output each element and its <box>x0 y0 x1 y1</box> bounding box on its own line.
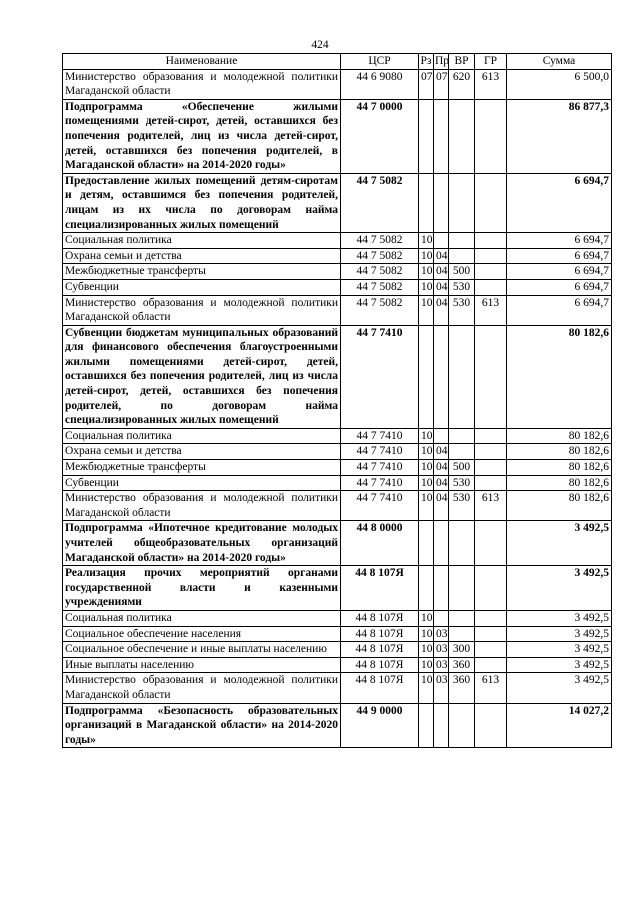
cell-csr: 44 7 5082 <box>341 233 419 249</box>
cell-gr <box>475 428 507 444</box>
table-row <box>63 248 612 264</box>
budget-table <box>62 53 612 748</box>
cell-sum: 6 694,7 <box>507 295 612 325</box>
cell-vr: 500 <box>449 264 475 280</box>
page-number: 424 <box>311 39 329 51</box>
cell-csr: 44 7 5082 <box>341 279 419 295</box>
cell-sum: 80 182,6 <box>507 444 612 460</box>
cell-sum: 80 182,6 <box>507 475 612 491</box>
cell-gr <box>475 642 507 658</box>
cell-gr <box>475 248 507 264</box>
cell-pr: 04 <box>434 491 449 521</box>
table-row <box>63 475 612 491</box>
cell-gr: 613 <box>475 295 507 325</box>
cell-pr: 03 <box>434 642 449 658</box>
table-row <box>63 566 612 611</box>
cell-csr: 44 9 0000 <box>341 703 419 748</box>
cell-csr: 44 7 5082 <box>341 295 419 325</box>
table-row <box>63 99 612 173</box>
cell-sum: 3 492,5 <box>507 626 612 642</box>
table-row <box>63 673 612 703</box>
cell-gr <box>475 460 507 476</box>
cell-gr <box>475 657 507 673</box>
cell-csr: 44 8 107Я <box>341 610 419 626</box>
table-row <box>63 264 612 280</box>
cell-pr: 03 <box>434 673 449 703</box>
cell-rz <box>419 325 434 428</box>
table-row <box>63 521 612 566</box>
cell-pr: 04 <box>434 444 449 460</box>
cell-name: Подпрограмма «Ипотечное кредитование молодых учителей общеобразовательных организаций Магаданской области» на 2014-2020 годы» <box>63 521 341 566</box>
cell-csr: 44 6 9080 <box>341 69 419 99</box>
cell-rz: 10 <box>419 475 434 491</box>
cell-rz: 07 <box>419 69 434 99</box>
cell-csr: 44 7 5082 <box>341 248 419 264</box>
cell-pr: 04 <box>434 279 449 295</box>
cell-sum: 3 492,5 <box>507 610 612 626</box>
cell-name: Субвенции <box>63 279 341 295</box>
cell-sum: 3 492,5 <box>507 673 612 703</box>
cell-pr <box>434 703 449 748</box>
cell-name: Социальное обеспечение и иные выплаты населению <box>63 642 341 658</box>
cell-csr: 44 7 0000 <box>341 99 419 173</box>
cell-gr <box>475 279 507 295</box>
cell-gr <box>475 264 507 280</box>
cell-sum: 3 492,5 <box>507 521 612 566</box>
cell-pr: 04 <box>434 248 449 264</box>
cell-rz: 10 <box>419 233 434 249</box>
cell-name: Подпрограмма «Безопасность образовательных организаций в Магаданской области» на 2014-2020 годы» <box>63 703 341 748</box>
cell-csr: 44 7 5082 <box>341 264 419 280</box>
cell-name: Иные выплаты населению <box>63 657 341 673</box>
cell-pr <box>434 173 449 232</box>
cell-gr <box>475 325 507 428</box>
cell-sum: 6 694,7 <box>507 233 612 249</box>
column-header-rz: Рз <box>419 54 434 70</box>
table-row <box>63 444 612 460</box>
cell-csr: 44 7 7410 <box>341 444 419 460</box>
cell-pr <box>434 566 449 611</box>
table-row <box>63 295 612 325</box>
cell-sum: 6 500,0 <box>507 69 612 99</box>
cell-name: Межбюджетные трансферты <box>63 460 341 476</box>
cell-csr: 44 7 7410 <box>341 491 419 521</box>
cell-vr <box>449 521 475 566</box>
cell-sum: 3 492,5 <box>507 566 612 611</box>
cell-name: Министерство образования и молодежной политики Магаданской области <box>63 673 341 703</box>
cell-name: Охрана семьи и детства <box>63 248 341 264</box>
cell-rz: 10 <box>419 460 434 476</box>
cell-rz: 10 <box>419 642 434 658</box>
table-header <box>63 54 612 70</box>
cell-csr: 44 7 7410 <box>341 475 419 491</box>
cell-pr: 04 <box>434 264 449 280</box>
table-row <box>63 642 612 658</box>
cell-rz: 10 <box>419 626 434 642</box>
cell-csr: 44 8 107Я <box>341 642 419 658</box>
column-header-vr: ВР <box>449 54 475 70</box>
cell-vr <box>449 428 475 444</box>
cell-name: Предоставление жилых помещений детям-сиротам и детям, оставшимся без попечения родителей, лицам из их числа по договорам найма специализированных жилых помещений <box>63 173 341 232</box>
cell-rz: 10 <box>419 673 434 703</box>
table-row <box>63 428 612 444</box>
cell-gr <box>475 233 507 249</box>
column-header-pr: Пр <box>434 54 449 70</box>
cell-gr: 613 <box>475 491 507 521</box>
cell-name: Подпрограмма «Обеспечение жилыми помещениями детей-сирот, детей, оставшихся без попечения родителей, лиц из числа детей-сирот, детей, оставшихся без попечения родителей, в Магаданской области» на 2014-2020 годы» <box>63 99 341 173</box>
cell-rz: 10 <box>419 295 434 325</box>
cell-name: Социальная политика <box>63 233 341 249</box>
cell-pr <box>434 610 449 626</box>
cell-gr: 613 <box>475 69 507 99</box>
table-row <box>63 626 612 642</box>
cell-vr: 530 <box>449 491 475 521</box>
cell-pr: 03 <box>434 657 449 673</box>
cell-sum: 80 182,6 <box>507 428 612 444</box>
cell-name: Министерство образования и молодежной политики Магаданской области <box>63 491 341 521</box>
cell-sum: 14 027,2 <box>507 703 612 748</box>
table-row <box>63 279 612 295</box>
cell-sum: 6 694,7 <box>507 279 612 295</box>
table-row <box>63 69 612 99</box>
cell-vr: 500 <box>449 460 475 476</box>
cell-vr <box>449 444 475 460</box>
cell-pr: 04 <box>434 295 449 325</box>
cell-rz <box>419 703 434 748</box>
cell-csr: 44 7 7410 <box>341 428 419 444</box>
cell-sum: 80 182,6 <box>507 491 612 521</box>
cell-csr: 44 8 107Я <box>341 673 419 703</box>
cell-gr <box>475 626 507 642</box>
cell-gr: 613 <box>475 673 507 703</box>
cell-name: Социальная политика <box>63 428 341 444</box>
cell-name: Субвенции бюджетам муниципальных образований для финансового обеспечения благоустроенными жилыми помещениями детей-сирот, детей, оставшихся без попечения родителей, лиц из числа детей-сирот, детей, оставшихся без попечения родителей, по договорам найма специализированных жилых помещений <box>63 325 341 428</box>
cell-sum: 3 492,5 <box>507 657 612 673</box>
cell-vr <box>449 703 475 748</box>
cell-vr: 530 <box>449 295 475 325</box>
cell-rz: 10 <box>419 610 434 626</box>
column-header-sum: Сумма <box>507 54 612 70</box>
cell-pr: 07 <box>434 69 449 99</box>
cell-name: Министерство образования и молодежной политики Магаданской области <box>63 69 341 99</box>
cell-rz: 10 <box>419 279 434 295</box>
cell-csr: 44 8 107Я <box>341 566 419 611</box>
table-row <box>63 233 612 249</box>
cell-gr <box>475 173 507 232</box>
cell-vr: 530 <box>449 279 475 295</box>
cell-rz <box>419 173 434 232</box>
cell-vr: 300 <box>449 642 475 658</box>
cell-csr: 44 7 7410 <box>341 460 419 476</box>
column-header-name: Наименование <box>63 54 341 70</box>
table-row <box>63 173 612 232</box>
cell-rz: 10 <box>419 248 434 264</box>
cell-csr: 44 8 107Я <box>341 626 419 642</box>
cell-name: Министерство образования и молодежной политики Магаданской области <box>63 295 341 325</box>
table-row <box>63 491 612 521</box>
cell-name: Межбюджетные трансферты <box>63 264 341 280</box>
cell-pr <box>434 99 449 173</box>
cell-rz: 10 <box>419 428 434 444</box>
cell-rz: 10 <box>419 657 434 673</box>
cell-csr: 44 8 107Я <box>341 657 419 673</box>
table-row <box>63 657 612 673</box>
cell-gr <box>475 610 507 626</box>
cell-vr: 360 <box>449 673 475 703</box>
cell-rz <box>419 99 434 173</box>
cell-pr <box>434 428 449 444</box>
cell-pr: 03 <box>434 626 449 642</box>
cell-vr: 360 <box>449 657 475 673</box>
cell-name: Социальная политика <box>63 610 341 626</box>
cell-sum: 6 694,7 <box>507 173 612 232</box>
cell-pr <box>434 325 449 428</box>
table-row <box>63 610 612 626</box>
cell-gr <box>475 703 507 748</box>
cell-rz: 10 <box>419 491 434 521</box>
cell-sum: 80 182,6 <box>507 460 612 476</box>
cell-sum: 86 877,3 <box>507 99 612 173</box>
column-header-csr: ЦСР <box>341 54 419 70</box>
cell-vr <box>449 626 475 642</box>
table-row <box>63 460 612 476</box>
cell-vr: 530 <box>449 475 475 491</box>
cell-sum: 6 694,7 <box>507 264 612 280</box>
cell-gr <box>475 475 507 491</box>
cell-sum: 3 492,5 <box>507 642 612 658</box>
cell-pr <box>434 233 449 249</box>
cell-rz <box>419 566 434 611</box>
cell-pr: 04 <box>434 460 449 476</box>
column-header-gr: ГР <box>475 54 507 70</box>
table-row <box>63 703 612 748</box>
cell-gr <box>475 99 507 173</box>
cell-vr <box>449 566 475 611</box>
cell-vr <box>449 99 475 173</box>
cell-gr <box>475 566 507 611</box>
cell-rz: 10 <box>419 264 434 280</box>
cell-name: Охрана семьи и детства <box>63 444 341 460</box>
cell-csr: 44 8 0000 <box>341 521 419 566</box>
cell-name: Социальное обеспечение населения <box>63 626 341 642</box>
table-row <box>63 325 612 428</box>
cell-sum: 6 694,7 <box>507 248 612 264</box>
cell-vr: 620 <box>449 69 475 99</box>
cell-vr <box>449 325 475 428</box>
cell-pr: 04 <box>434 475 449 491</box>
cell-vr <box>449 248 475 264</box>
cell-gr <box>475 444 507 460</box>
cell-rz: 10 <box>419 444 434 460</box>
cell-csr: 44 7 5082 <box>341 173 419 232</box>
cell-rz <box>419 521 434 566</box>
cell-name: Реализация прочих мероприятий органами государственной власти и казенными учреждениями <box>63 566 341 611</box>
cell-csr: 44 7 7410 <box>341 325 419 428</box>
cell-vr <box>449 173 475 232</box>
cell-gr <box>475 521 507 566</box>
cell-vr <box>449 233 475 249</box>
cell-vr <box>449 610 475 626</box>
cell-name: Субвенции <box>63 475 341 491</box>
cell-pr <box>434 521 449 566</box>
cell-sum: 80 182,6 <box>507 325 612 428</box>
